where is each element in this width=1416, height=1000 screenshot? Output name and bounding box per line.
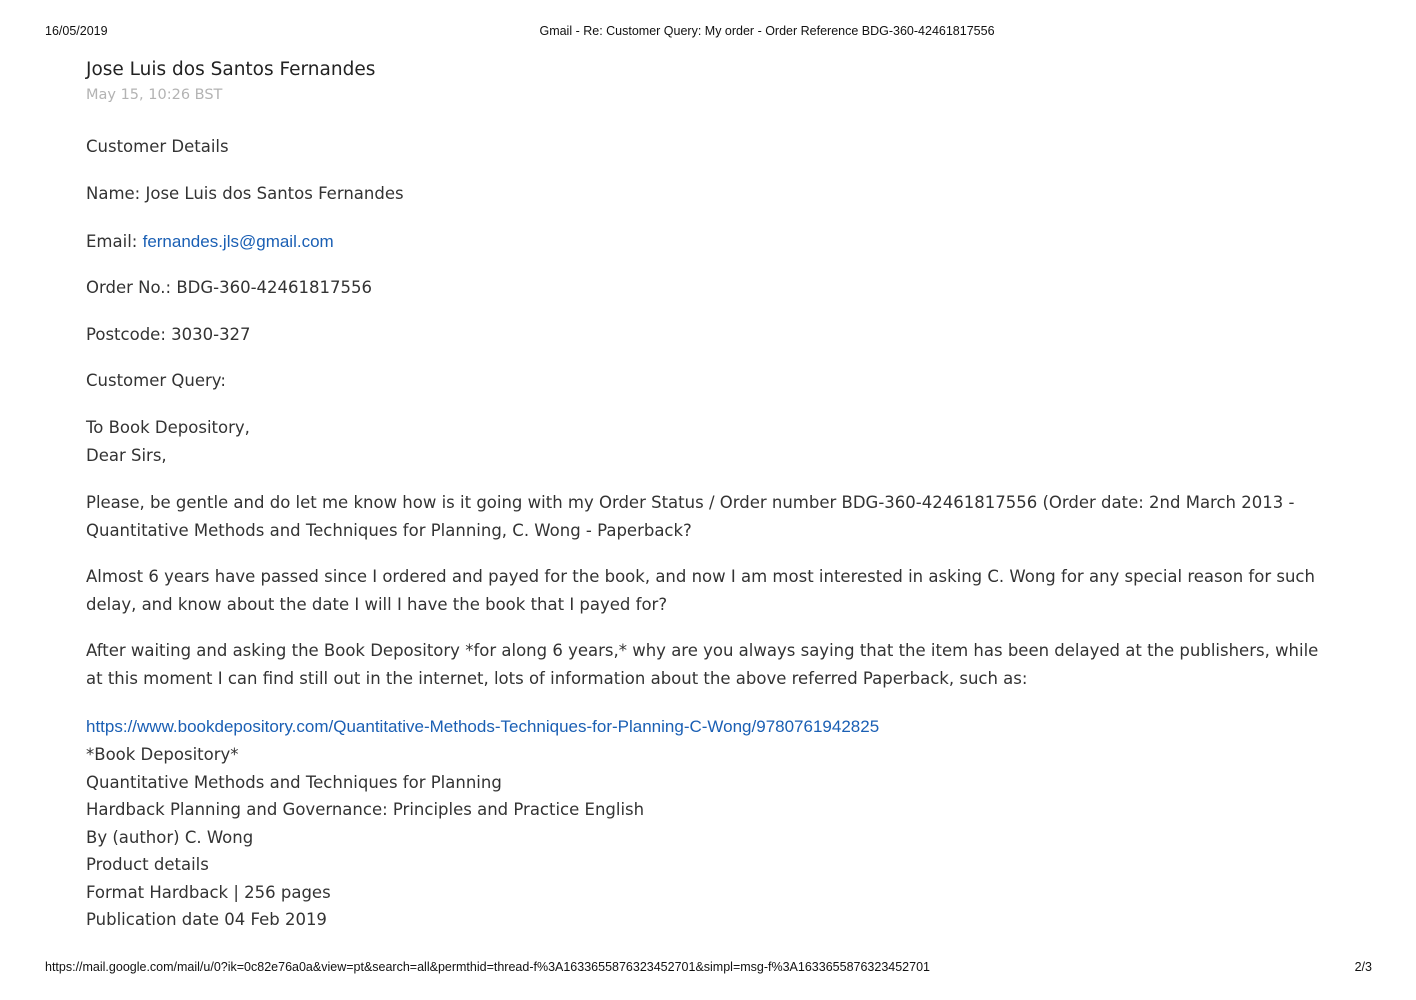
greeting-line-1: To Book Depository, bbox=[86, 418, 250, 437]
book-detail-line: *Book Depository* bbox=[86, 745, 239, 764]
email-label: Email: bbox=[86, 232, 143, 251]
paragraph-order-status: Please, be gentle and do let me know how is it going with my Order Status / Order number BDG-360-42461817556 (Order date: 2nd March 2013 - Quantitative Methods and Techniques for Planning, C. Wong - Paperback? bbox=[86, 493, 1295, 540]
book-details bbox=[86, 741, 1326, 934]
print-footer-page-number: 2/3 bbox=[1354, 960, 1372, 974]
book-detail-line: Publication date 04 Feb 2019 bbox=[86, 910, 327, 929]
book-detail-line: Quantitative Methods and Techniques for Planning bbox=[86, 772, 502, 792]
customer-details-heading: Customer Details bbox=[86, 137, 229, 156]
book-detail-line: Format Hardback | 256 pages bbox=[86, 882, 331, 902]
customer-email-line bbox=[86, 228, 334, 256]
email-link[interactable]: fernandes.jls@gmail.com bbox=[142, 232, 334, 251]
sender-name: Jose Luis dos Santos Fernandes bbox=[86, 59, 376, 80]
email-message bbox=[86, 58, 1326, 929]
print-footer-url: https://mail.google.com/mail/u/0?ik=0c82e76a0a&view=pt&search=all&permthid=thread-f%3A1633655876323452701&simpl=msg-f%3A1633655876323452701 bbox=[45, 960, 930, 974]
customer-query-heading: Customer Query: bbox=[86, 371, 226, 390]
print-header-date: 16/05/2019 bbox=[45, 24, 108, 38]
paragraph-waiting: After waiting and asking the Book Depository *for along 6 years,* why are you always saying that the item has been delayed at the publishers, while at this moment I can find still out in the internet, lots of information about the above referred Paperback, such as: bbox=[86, 641, 1319, 688]
order-number: Order No.: BDG-360-42461817556 bbox=[86, 278, 373, 297]
book-detail-line: By (author) C. Wong bbox=[86, 827, 254, 847]
sent-date: May 15, 10:26 BST bbox=[86, 87, 223, 103]
customer-name: Name: Jose Luis dos Santos Fernandes bbox=[86, 184, 404, 203]
book-link-line bbox=[86, 713, 879, 741]
book-detail-line: Hardback Planning and Governance: Principles and Practice English bbox=[86, 800, 645, 819]
book-link[interactable]: https://www.bookdepository.com/Quantitative-Methods-Techniques-for-Planning-C-Wong/9780761942825 bbox=[86, 717, 880, 736]
paragraph-delay: Almost 6 years have passed since I ordered and payed for the book, and now I am most interested in asking C. Wong for any special reason for such delay, and know about the date I will I have the book that I payed for? bbox=[86, 567, 1315, 614]
book-detail-line: Product details bbox=[86, 855, 209, 874]
greeting-line-2: Dear Sirs, bbox=[86, 446, 167, 465]
postcode: Postcode: 3030-327 bbox=[86, 325, 251, 344]
print-header-title: Gmail - Re: Customer Query: My order - Order Reference BDG-360-42461817556 bbox=[539, 24, 995, 38]
